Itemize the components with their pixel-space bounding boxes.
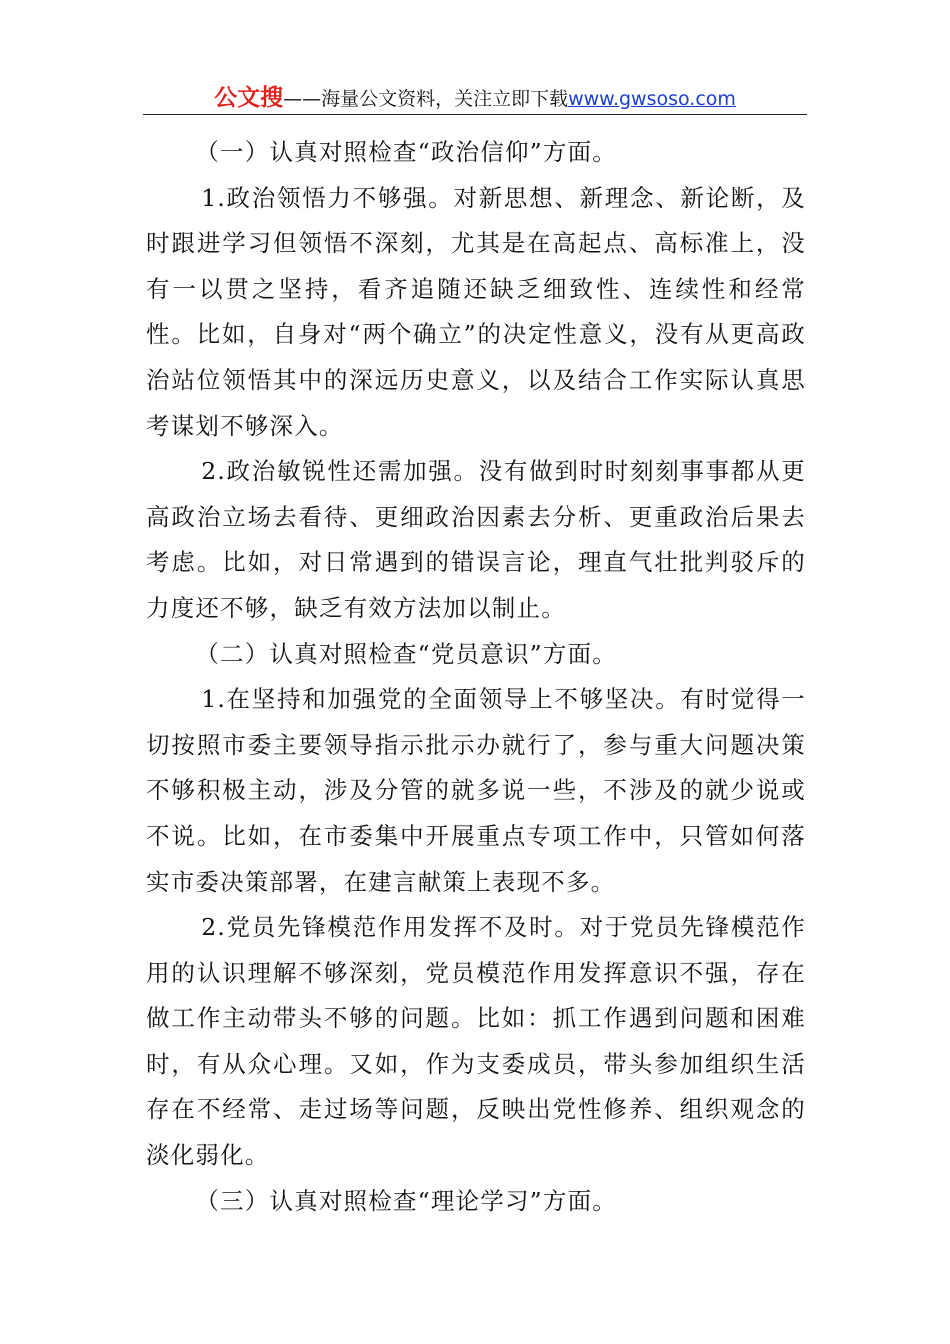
paragraph-2-1: 1.在坚持和加强党的全面领导上不够坚决。有时觉得一切按照市委主要领导指示批示办就行了，参与重大问题决策不够积极主动，涉及分管的就多说一些，不涉及的就少说或不说。比如，在市委集中开展重点专项工作中，只管如何落实市委决策部署，在建言献策上表现不多。 (146, 685, 806, 896)
paragraph-2-2: 2.党员先锋模范作用发挥不及时。对于党员先锋模范作用的认识理解不够深刻，党员模范作用发挥意识不强，存在做工作主动带头不够的问题。比如：抓工作遇到问题和困难时，有从众心理。又如，作为支委成员，带头参加组织生活存在不经常、走过场等问题，反映出党性修养、组织观念的淡化弱化。 (146, 913, 806, 1170)
paragraph-1-1: 1.政治领悟力不够强。对新思想、新理念、新论断，及时跟进学习但领悟不深刻，尤其是在高起点、高标准上，没有一以贯之坚持，看齐追随还缺乏细致性、连续性和经常性。比如，自身对“两个确立”的决定性意义，没有从更高政治站位领悟其中的深远历史意义，以及结合工作实际认真思考谋划不够深入。 (146, 183, 806, 440)
header-divider (143, 114, 807, 115)
section-heading-3: （三）认真对照检查“理论学习”方面。 (195, 1186, 617, 1215)
website-link[interactable]: www.gwsoso.com (568, 88, 736, 110)
paragraph-1-2: 2.政治敏锐性还需加强。没有做到时时刻刻事事都从更高政治立场去看待、更细政治因素去分析、更重政治后果去考虑。比如，对日常遇到的错误言论，理直气壮批判驳斥的力度还不够，缺乏有效方法加以制止。 (146, 457, 806, 622)
header-tagline: ——海量公文资料，关注立即下载 (283, 88, 569, 110)
page-header (143, 82, 807, 114)
section-heading-1: （一）认真对照检查“政治信仰”方面。 (195, 138, 617, 166)
brand-logo-text: 公文搜 (214, 85, 284, 111)
section-heading-2: （二）认真对照检查“党员意识”方面。 (195, 639, 617, 668)
document-body (146, 130, 806, 1224)
